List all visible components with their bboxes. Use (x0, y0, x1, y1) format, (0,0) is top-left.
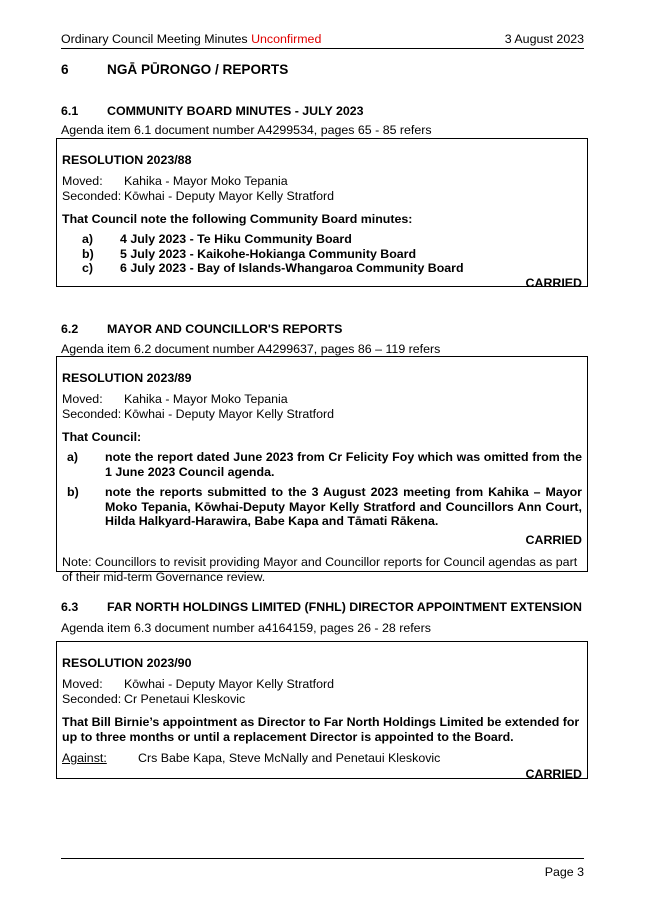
list-item: b) 5 July 2023 - Kaikohe-Hokianga Community Board (82, 246, 417, 261)
page-number: Page 3 (544, 865, 584, 879)
resolution-box-6-3 (56, 641, 588, 779)
resolution-title: RESOLUTION 2023/89 (62, 371, 192, 385)
note-text: Note: Councillors to revisit providing Mayor and Councillor reports for Council agendas as part of their mid-term Governance review. (62, 554, 578, 584)
notes-list (62, 450, 582, 529)
against-line: Against: Crs Babe Kapa, Steve McNally and Penetaui Kleskovic (62, 751, 441, 765)
list-item: c) 6 July 2023 - Bay of Islands-Whangaroa Community Board (82, 261, 464, 275)
minutes-list (62, 232, 582, 276)
carried-label: CARRIED (525, 275, 582, 290)
agenda-ref-6-3: Agenda item 6.3 document number a4164159, pages 26 - 28 refers (61, 621, 431, 635)
resolution-intro: That Council: (62, 430, 142, 444)
header-title: Ordinary Council Meeting Minutes Unconfirmed (61, 32, 322, 46)
agenda-ref-6-2: Agenda item 6.2 document number A4299637, pages 86 – 119 refers (61, 342, 441, 356)
item-heading-6-3: 6.3 FAR NORTH HOLDINGS LIMITED (FNHL) DIRECTOR APPOINTMENT EXTENSION (61, 600, 582, 614)
list-item: b) note the reports submitted to the 3 August 2023 meeting from Kahika – Mayor Moko Tepania, Kōwhai-Deputy Mayor Kelly Stratford and Councillors Ann Court, Hilda Halkyard-Harawira, Babe Kapa and Tāmati Rākena. (67, 485, 582, 528)
resolution-title: RESOLUTION 2023/90 (62, 656, 192, 670)
seconded-line: Seconded: Cr Penetaui Kleskovic (62, 692, 246, 706)
list-item: a) 4 July 2023 - Te Hiku Community Board (82, 232, 352, 246)
section-number: 6 (61, 62, 69, 77)
section-title: NGĀ PŪRONGO / REPORTS (107, 62, 289, 77)
moved-line: Moved: Kahika - Mayor Moko Tepania (62, 392, 288, 406)
agenda-ref-6-1: Agenda item 6.1 document number A4299534, pages 65 - 85 refers (61, 123, 432, 137)
moved-line: Moved: Kahika - Mayor Moko Tepania (62, 174, 288, 188)
list-item: a) note the report dated June 2023 from Cr Felicity Foy which was omitted from the 1 June 2023 Council agenda. (67, 450, 582, 479)
resolution-title: RESOLUTION 2023/88 (62, 153, 192, 167)
resolution-intro: That Bill Birnie’s appointment as Director to Far North Holdings Limited be extended for up to three months or until a replacement Director is appointed to the Board. (62, 715, 580, 744)
resolution-intro: That Council note the following Community Board minutes: (62, 212, 413, 226)
section-heading (61, 62, 288, 77)
moved-line: Moved: Kōwhai - Deputy Mayor Kelly Stratford (62, 677, 335, 691)
item-heading-6-2: 6.2 MAYOR AND COUNCILLOR'S REPORTS (61, 322, 343, 336)
carried-label: CARRIED (525, 767, 582, 781)
page-footer (61, 858, 584, 879)
seconded-line: Seconded: Kōwhai - Deputy Mayor Kelly Stratford (62, 407, 335, 421)
carried-label: CARRIED (525, 532, 582, 547)
seconded-line: Seconded: Kōwhai - Deputy Mayor Kelly Stratford (62, 189, 335, 203)
resolution-box-6-2 (56, 356, 588, 584)
item-heading-6-1: 6.1 COMMUNITY BOARD MINUTES - JULY 2023 (61, 104, 364, 118)
status-unconfirmed: Unconfirmed (251, 32, 322, 46)
header-date: 3 August 2023 (504, 32, 584, 46)
resolution-box-6-1 (56, 138, 588, 290)
page-header (61, 30, 584, 49)
